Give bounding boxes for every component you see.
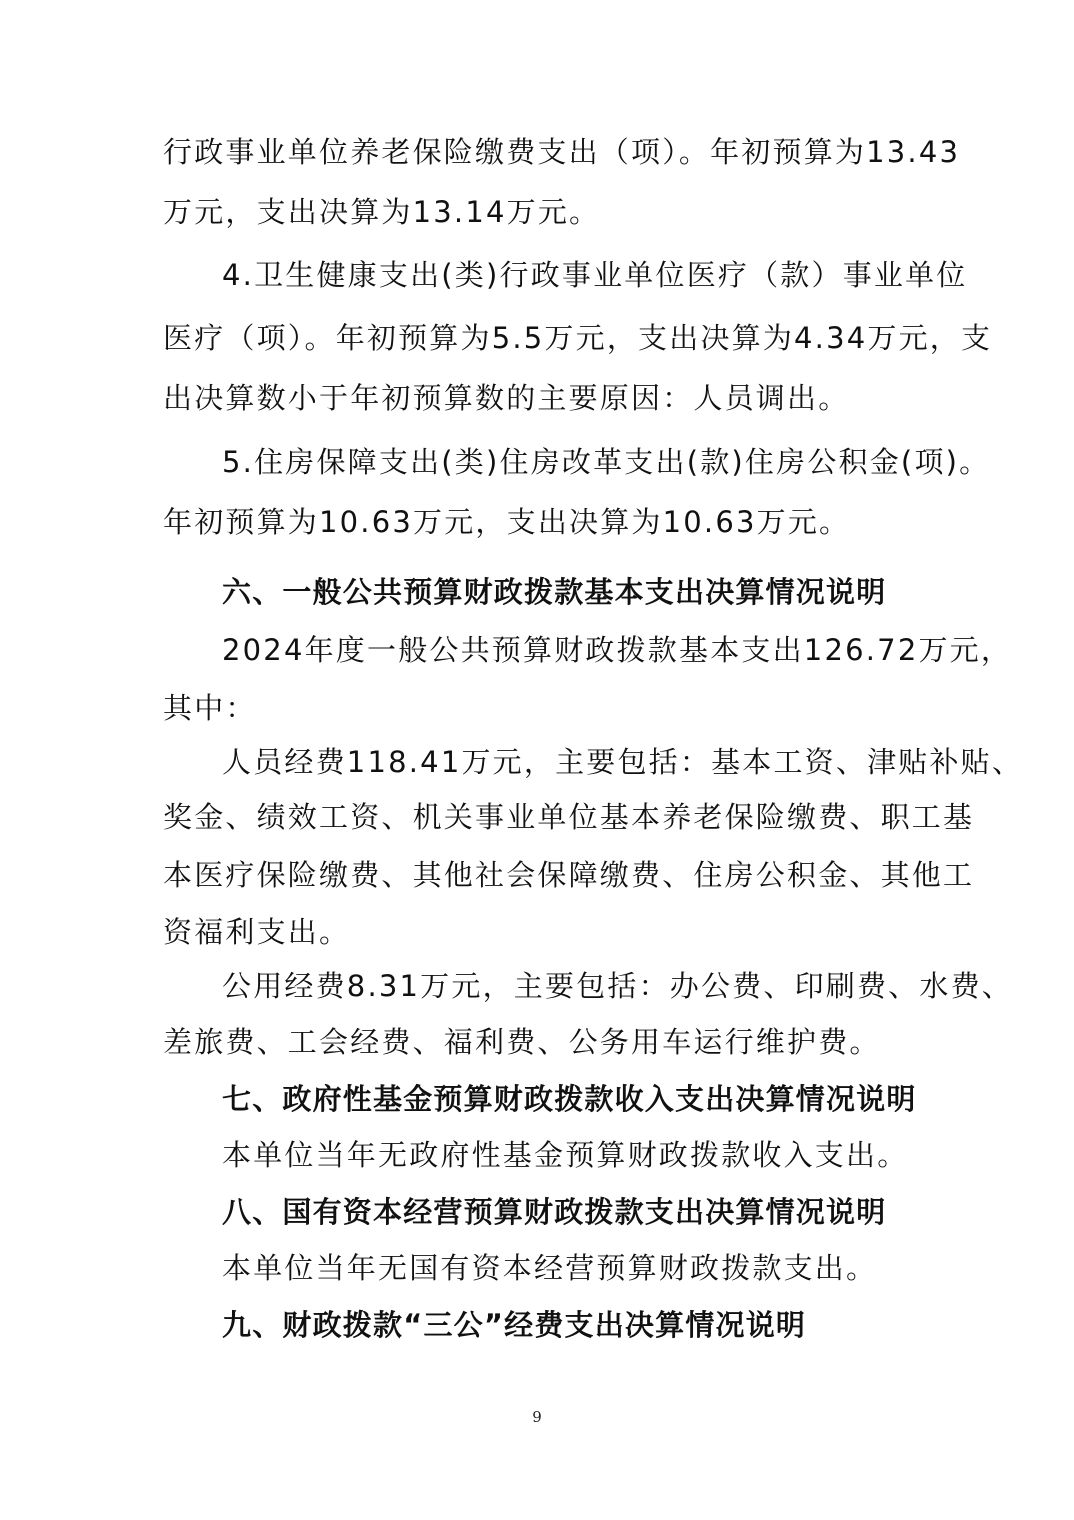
paragraph-line: 年初预算为10.63万元，支出决算为10.63万元。 — [163, 505, 851, 539]
paragraph-line: 其中： — [163, 691, 257, 725]
paragraph-line: 2024年度一般公共预算财政拨款基本支出126.72万元， — [222, 633, 1013, 667]
paragraph-line: 差旅费、工会经费、福利费、公务用车运行维护费。 — [163, 1025, 881, 1059]
paragraph-line: 本单位当年无政府性基金预算财政拨款收入支出。 — [222, 1138, 909, 1172]
paragraph-line: 5.住房保障支出(类)住房改革支出(款)住房公积金(项)。 — [222, 445, 991, 479]
paragraph-line: 公用经费8.31万元，主要包括：办公费、印刷费、水费、 — [222, 969, 1013, 1003]
paragraph-line: 本单位当年无国有资本经营预算财政拨款支出。 — [222, 1251, 878, 1285]
paragraph-line: 万元，支出决算为13.14万元。 — [163, 195, 601, 229]
section-heading: 八、国有资本经营预算财政拨款支出决算情况说明 — [222, 1195, 887, 1229]
page-number: 9 — [532, 1408, 542, 1426]
paragraph-line: 本医疗保险缴费、其他社会保障缴费、住房公积金、其他工 — [163, 858, 975, 892]
section-heading: 六、一般公共预算财政拨款基本支出决算情况说明 — [222, 575, 887, 609]
paragraph-line: 人员经费118.41万元，主要包括：基本工资、津贴补贴、 — [222, 745, 1024, 779]
paragraph-line: 医疗（项）。年初预算为5.5万元，支出决算为4.34万元，支 — [163, 321, 993, 355]
paragraph-line: 出决算数小于年初预算数的主要原因：人员调出。 — [163, 381, 850, 415]
section-heading: 九、财政拨款“三公”经费支出决算情况说明 — [222, 1308, 807, 1342]
section-heading: 七、政府性基金预算财政拨款收入支出决算情况说明 — [222, 1082, 917, 1116]
paragraph-line: 4.卫生健康支出(类)行政事业单位医疗（款）事业单位 — [222, 258, 968, 292]
paragraph-line: 行政事业单位养老保险缴费支出（项）。年初预算为13.43 — [163, 135, 961, 169]
paragraph-line: 资福利支出。 — [163, 915, 351, 949]
paragraph-line: 奖金、绩效工资、机关事业单位基本养老保险缴费、职工基 — [163, 800, 975, 834]
